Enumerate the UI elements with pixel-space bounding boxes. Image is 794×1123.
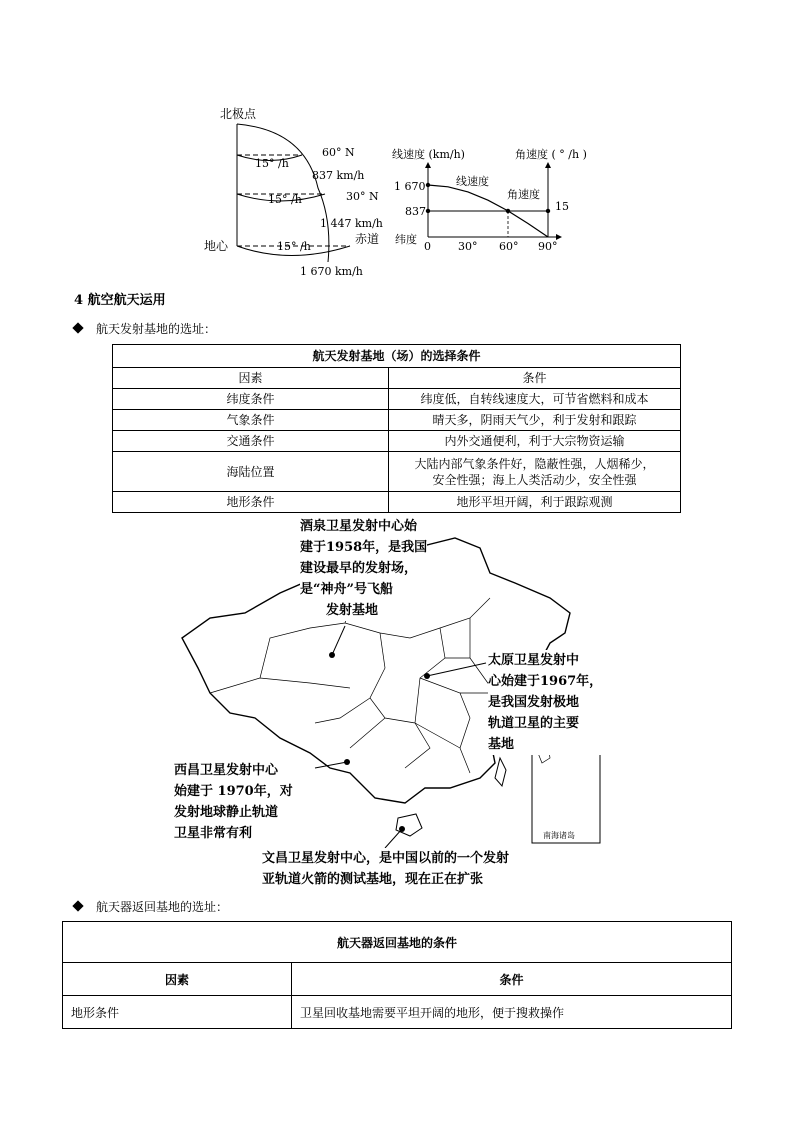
y-axis-label-right: 角速度 ( ° /h ) — [515, 148, 587, 161]
lat-60-label: 60° N — [322, 146, 355, 159]
row-condition-line: 大陆内部气象条件好，隐蔽性强，人烟稀少， — [414, 456, 655, 471]
section-title: 4 航空航天运用 — [74, 293, 166, 308]
return-table-title: 航天器返回基地的条件 — [63, 922, 732, 963]
table-row — [113, 452, 681, 492]
row-factor: 地形条件 — [63, 996, 292, 1029]
caption-line: 始建于 1970年，对 — [174, 784, 293, 799]
launch-bullet-text: 航天发射基地的选址： — [96, 322, 217, 336]
launch-table-title: 航天发射基地（场）的选择条件 — [113, 345, 681, 368]
x-tick-90: 90° — [538, 240, 558, 253]
row-condition: 地形平坦开阔，利于跟踪观测 — [389, 492, 681, 513]
point-1670 — [426, 183, 430, 187]
angular-speed-label: 15° /h — [277, 240, 311, 253]
row-factor: 地形条件 — [113, 492, 389, 513]
row-factor: 纬度条件 — [113, 389, 389, 410]
equator-label: 赤道 — [355, 232, 380, 246]
caption-line: 酒泉卫星发射中心始 — [300, 519, 418, 534]
angular-speed-label: 15° /h — [255, 157, 289, 170]
row-condition — [389, 452, 681, 492]
header-condition: 条件 — [292, 963, 732, 996]
return-bullet-text: 航天器返回基地的选址： — [96, 900, 229, 914]
caption-line: 卫星非常有利 — [174, 826, 253, 841]
caption-line: 基地 — [488, 737, 515, 752]
x-tick-30: 30° — [458, 240, 478, 253]
caption-line: 西昌卫星发射中心 — [174, 763, 279, 778]
row-factor: 气象条件 — [113, 410, 389, 431]
row-condition: 卫星回收基地需要平坦开阔的地形，便于搜救操作 — [292, 996, 732, 1029]
x-axis-label: 纬度 — [395, 233, 417, 246]
launch-bullet — [74, 320, 216, 337]
x-tick-60: 60° — [499, 240, 519, 253]
speed-1670-label: 1 670 km/h — [300, 265, 363, 278]
caption-line: 发射地球静止轨道 — [174, 805, 279, 820]
y-tick-1670: 1 670 — [394, 180, 426, 193]
point-60-837 — [506, 209, 510, 213]
row-condition: 晴天多，阴雨天气少，利于发射和跟踪 — [389, 410, 681, 431]
y-tick-right-15: 15 — [555, 200, 569, 213]
taiwan-island — [495, 758, 506, 786]
caption-line: 是“神舟”号飞船 — [300, 582, 393, 597]
caption-line: 心始建于1967年， — [488, 674, 603, 689]
y-axis-label-left: 线速度 (km/h) — [392, 148, 465, 161]
diamond-bullet-icon — [72, 322, 83, 333]
caption-line: 轨道卫星的主要 — [488, 716, 580, 731]
header-factor: 因素 — [63, 963, 292, 996]
point-837 — [426, 209, 430, 213]
speed-1447-label: 1 447 km/h — [320, 217, 383, 230]
header-factor: 因素 — [113, 368, 389, 389]
series-label-linear: 线速度 — [456, 175, 489, 188]
diamond-bullet-icon — [72, 900, 83, 911]
return-bullet — [74, 898, 228, 915]
row-factor: 海陆位置 — [113, 452, 389, 492]
return-conditions-table — [62, 921, 732, 1029]
hainan-island — [396, 814, 422, 836]
caption-line: 是我国发射极地 — [488, 695, 580, 710]
caption-line: 建于1958年，是我国 — [300, 540, 428, 555]
y-tick-837: 837 — [405, 205, 426, 218]
x-tick-0: 0 — [424, 240, 431, 253]
caption-line: 亚轨道火箭的测试基地，现在正在扩张 — [262, 872, 484, 887]
wenchang-leader-line — [385, 829, 402, 848]
jiuquan-caption — [300, 516, 427, 621]
caption-line: 建设最早的发射场， — [300, 561, 418, 576]
inset-label: 南海诸岛 — [543, 831, 575, 840]
caption-line: 太原卫星发射中 — [488, 653, 580, 668]
row-factor: 交通条件 — [113, 431, 389, 452]
table-row — [113, 431, 681, 452]
series-label-angular: 角速度 — [507, 188, 540, 201]
row-condition: 纬度低，自转线速度大，可节省燃料和成本 — [389, 389, 681, 410]
caption-line: 文昌卫星发射中心，是中国以前的一个发射 — [262, 851, 510, 866]
lat-30-label: 30° N — [346, 190, 379, 203]
table-row — [113, 492, 681, 513]
south-sea-inset — [532, 743, 600, 843]
earth-center-label: 地心 — [204, 239, 229, 253]
point-angular-15 — [546, 209, 550, 213]
speed-837-label: 837 km/h — [312, 169, 365, 182]
table-row — [63, 996, 732, 1029]
earth-rotation-diagram — [200, 100, 400, 280]
north-pole-label: 北极点 — [220, 107, 257, 121]
xichang-caption — [174, 760, 293, 844]
y-axis-arrow-left — [425, 162, 431, 168]
row-condition: 内外交通便利，利于大宗物资运输 — [389, 431, 681, 452]
row-condition-line: 安全性强；海上人类活动少，安全性强 — [432, 472, 637, 487]
table-header-row — [63, 963, 732, 996]
speed-latitude-chart — [390, 140, 600, 255]
table-header-row — [113, 368, 681, 389]
wenchang-caption — [262, 848, 509, 890]
taiyuan-caption — [488, 650, 602, 755]
y-axis-arrow-right — [545, 162, 551, 168]
caption-line: 发射基地 — [326, 603, 379, 618]
launch-conditions-table — [112, 344, 681, 513]
table-row — [113, 410, 681, 431]
x-axis-arrow — [556, 234, 562, 240]
angular-speed-label: 15° /h — [268, 193, 302, 206]
table-row — [113, 389, 681, 410]
header-condition: 条件 — [389, 368, 681, 389]
